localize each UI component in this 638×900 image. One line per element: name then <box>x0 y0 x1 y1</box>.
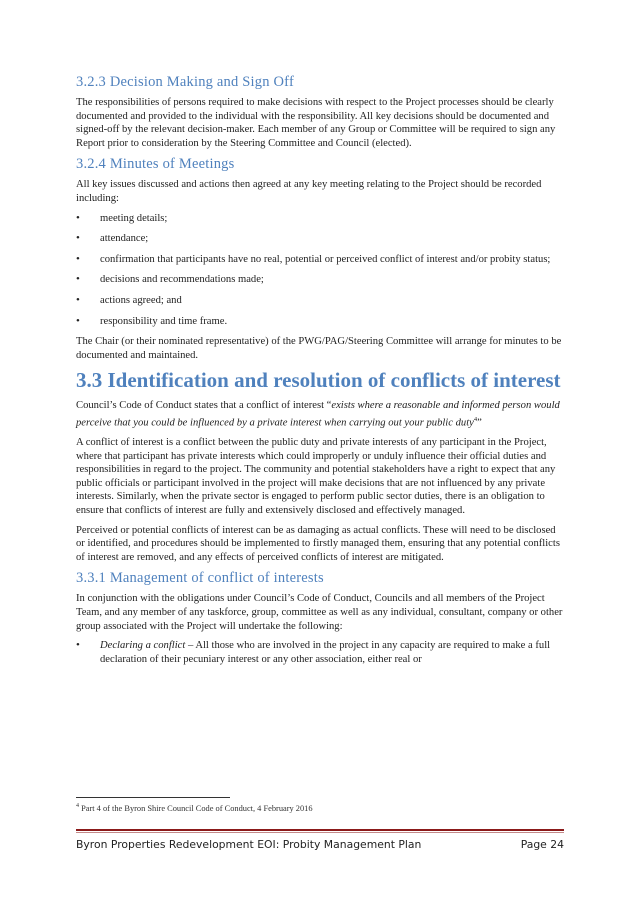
list-item: • Declaring a conflict – All those who are involved in the project in any capacity are required to make a full declaration of their pecuniary interest or any other association, either real or <box>76 639 551 665</box>
list-item: • decisions and recommendations made; <box>76 273 264 286</box>
paragraph: A conflict of interest is a conflict between the public duty and private interests of any participant in the Project, where that participant has private interests which could improperly or unduly influence their official duties and responsibilities in regard to the project. The community and potential stakeholders have a right to expect that any public officials or participant involved in the project will make decisions that are not influenced by any private interests. Similarly, when the private sector is engaged to perform public sector duties, there is an obligation to ensure that conflicts of interest are fully and extensively disclosed and effectively managed. <box>76 437 556 516</box>
bullet-icon: • <box>76 232 80 245</box>
list-item: • meeting details; <box>76 211 168 224</box>
bullet-icon: • <box>76 314 80 327</box>
bullet-list <box>76 639 564 666</box>
page-footer <box>76 838 564 851</box>
paragraph: The Chair (or their nominated representative) of the PWG/PAG/Steering Committee will arrange for minutes to be documented and maintained. <box>76 336 562 361</box>
list-item: • confirmation that participants have no real, potential or perceived conflict of interest and/or probity status; <box>76 252 551 265</box>
paragraph-code-of-conduct: Council’s Code of Conduct states that a conflict of interest “exists where a reasonable and informed person would perceive that you could be influenced by a private interest when carrying out your public duty$^4$” <box>76 400 560 429</box>
document-body <box>76 74 564 673</box>
section-heading-3-3-1: 3.3.1 Management of conflict of interests <box>76 570 324 587</box>
bullet-icon: • <box>76 639 80 652</box>
bullet-icon: • <box>76 293 80 306</box>
footer-divider <box>76 829 564 831</box>
footnote-divider <box>76 797 230 798</box>
paragraph: The responsibilities of persons required to make decisions with respect to the Project processes should be clearly documented and provided to the individual with the responsibility. All key decisions should be documented and signed-off by the relevant decision-maker. Each member of any Group or Committee will be required to sign any Report prior to consideration by the Steering Committee and Council (elected). <box>76 97 556 149</box>
paragraph: In conjunction with the obligations under Council’s Code of Conduct, Councils and all members of the Project Team, and any member of any taskforce, group, committee as well as any individual, consultant, company or other group associated with the Project will undertake the following: <box>76 593 563 632</box>
list-item: • actions agreed; and <box>76 293 182 306</box>
list-item: • responsibility and time frame. <box>76 314 228 327</box>
footer-page-number: Page 24 <box>520 838 564 851</box>
paragraph: Perceived or potential conflicts of interest can be as damaging as actual conflicts. These will need to be disclosed or identified, and procedures should be implemented to firstly managed them, ensuring that any potential conflicts of interest are removed, and any effects of perceived conflicts of interest are mitigated. <box>76 524 560 563</box>
bullet-icon: • <box>76 273 80 286</box>
bullet-icon: • <box>76 252 80 265</box>
paragraph: All key issues discussed and actions then agreed at any key meeting relating to the Project should be recorded including: <box>76 179 542 204</box>
footnote-ref[interactable]: 4 <box>473 415 478 423</box>
list-item: • attendance; <box>76 232 149 245</box>
section-heading-3-3: 3.3 Identification and resolution of conflicts of interest <box>76 368 561 393</box>
bullet-list <box>76 212 564 329</box>
footnote: $^4$ Part 4 of the Byron Shire Council Code of Conduct, 4 February 2016 <box>76 803 313 813</box>
footer-document-title: Byron Properties Redevelopment EOI: Probity Management Plan <box>76 838 422 851</box>
bullet-icon: • <box>76 211 80 224</box>
section-heading-3-2-3: 3.2.3 Decision Making and Sign Off <box>76 74 294 90</box>
footer-divider-secondary <box>76 832 564 833</box>
section-heading-3-2-4: 3.2.4 Minutes of Meetings <box>76 156 235 173</box>
